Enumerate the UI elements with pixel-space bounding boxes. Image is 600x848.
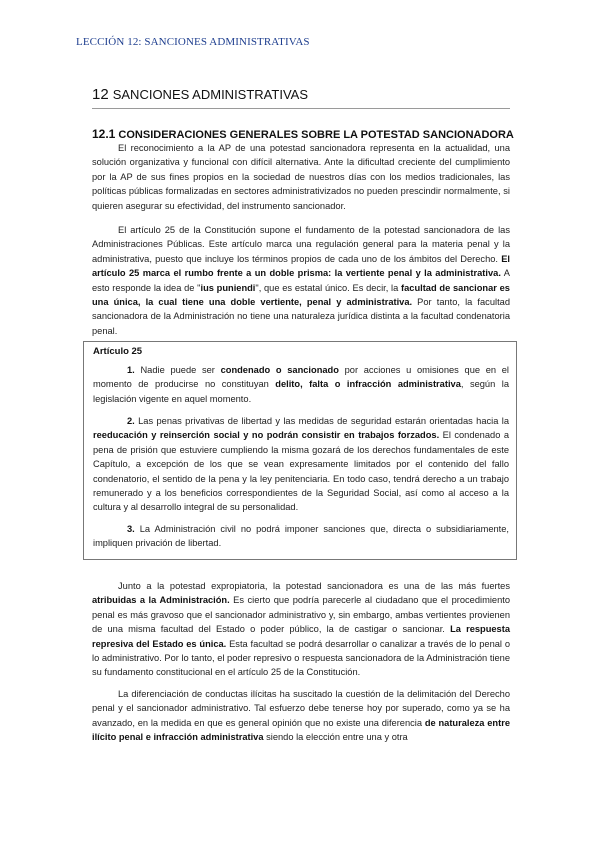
text-run: El reconocimiento a la AP de una potestad sancionadora representa en la actualidad, una solución organizativa y funcional con difícil alternativa. Ante la dificultad creciente del cumplimiento por la AP de sus fines propios en la sociedad de nuestros días con los medios tradicionales, las políticas públicas formalizadas en sectores administrativizados no pueden prescindir normalmente, si quieren asegurar su efectividad, del instrumento sancionador. <box>92 143 510 211</box>
text-run: Junto a la potestad expropiatoria, la potestad sancionadora es una de las más fuertes <box>118 581 510 591</box>
bold-text: delito, falta o infracción administrativa <box>275 379 461 390</box>
article-item <box>93 363 509 406</box>
bold-text: 1. <box>127 365 135 375</box>
paragraph <box>92 687 510 745</box>
bold-text: 2. <box>127 416 135 426</box>
paragraph <box>92 223 510 338</box>
text-run: ", que es estatal único. Es decir, la <box>255 282 402 293</box>
bold-text: condenado o sancionado <box>220 365 339 375</box>
section-number: 12.1 <box>92 127 116 141</box>
bold-text: atribuidas a la Administración. <box>92 595 230 606</box>
text-run: La Administración civil no podrá imponer sanciones que, directa o subsidiariamente, impliquen privación de libertad. <box>93 524 509 549</box>
chapter-number: 12 <box>92 86 109 103</box>
text-run: Es cierto que podría parecerle al ciudadano que el procedimiento penal es más gravoso que el sancionador administrativo y, sin embargo, ambas vertientes provienen de una misma facultad del Estado o poder público, la de castigar o sancionar. <box>92 595 510 635</box>
bold-text: de naturaleza entre ilícito penal e infracción administrativa <box>92 717 510 743</box>
chapter-title: SANCIONES ADMINISTRATIVAS <box>112 87 308 102</box>
section-heading <box>92 127 514 141</box>
chapter-heading <box>92 86 510 109</box>
paragraph <box>92 141 510 213</box>
text-run: El condenado a pena de prisión que estuviere cumpliendo la misma gozará de los derechos fundamentales de este Capítulo, a excepción de los que se vean expresamente limitados por el contenido del fallo condenatorio, el sentido de la pena y la ley penitenciaria. En todo caso, tendrá derecho a un trabajo remunerado y a los beneficios correspondientes de la Seguridad Social, así como al acceso a la cultura y al desarrollo integral de su personalidad. <box>93 430 509 513</box>
article-item <box>93 414 509 515</box>
text-run: A esto responde la idea de " <box>92 268 510 293</box>
text-run: Las penas privativas de libertad y las medidas de seguridad estarán orientadas hacia la <box>134 416 509 426</box>
bold-text: El artículo 25 marca el rumbo frente a un doble prisma: la vertiente penal y la administrativa. <box>92 253 510 279</box>
article-item <box>93 522 509 551</box>
text-run: La diferenciación de conductas ilícitas ha suscitado la cuestión de la delimitación del Derecho penal y el sancionador administrativo. Tal esfuerzo debe tenerse hoy por superado, como ya se ha avanzado, en la medida en que es general opinión que no existe una diferencia <box>92 689 510 728</box>
bold-text: reeducación y reinserción social y no podrán consistir en trabajos forzados. <box>93 430 440 441</box>
text-run: siendo la elección entre una y otra <box>263 732 408 743</box>
bold-text: facultad de sancionar es una única, la cual tiene una doble vertiente, penal y administrativa. <box>92 282 510 308</box>
bold-text: 3. <box>127 524 135 534</box>
text-run: Nadie puede ser <box>134 365 221 375</box>
text-run: Por tanto, la facultad sancionadora de la Administración no tiene una naturaleza jurídica distinta a la facultad condenatoria penal. <box>92 297 510 336</box>
paragraph <box>92 579 510 680</box>
running-header: LECCIÓN 12: SANCIONES ADMINISTRATIVAS <box>76 36 310 48</box>
text-run: por acciones u omisiones que en el momento de producirse no constituyan <box>93 365 509 390</box>
section-title: CONSIDERACIONES GENERALES SOBRE LA POTESTAD SANCIONADORA <box>118 129 514 141</box>
text-run: Esta facultad se podrá desarrollar o canalizar a través de lo penal o lo administrativo. Por lo tanto, el poder represivo o respuesta sancionadora de la Administración tiene su fundamento constitucional en el artículo 25 de la Constitución. <box>92 638 510 678</box>
text-run: El artículo 25 de la Constitución supone el fundamento de la potestad sancionadora de las Administraciones Públicas. Este artículo marca una regulación general para la materia penal y la administrativa, puesto que incluye los términos propios de cada uno de los ámbitos del Derecho. <box>92 225 510 264</box>
article-box-title: Artículo 25 <box>93 346 143 357</box>
bold-text: La respuesta represiva del Estado es única. <box>92 624 510 649</box>
text-run: , según la legislación vigente en aquel momento. <box>93 379 509 404</box>
bold-text: ius puniendi <box>200 282 256 293</box>
